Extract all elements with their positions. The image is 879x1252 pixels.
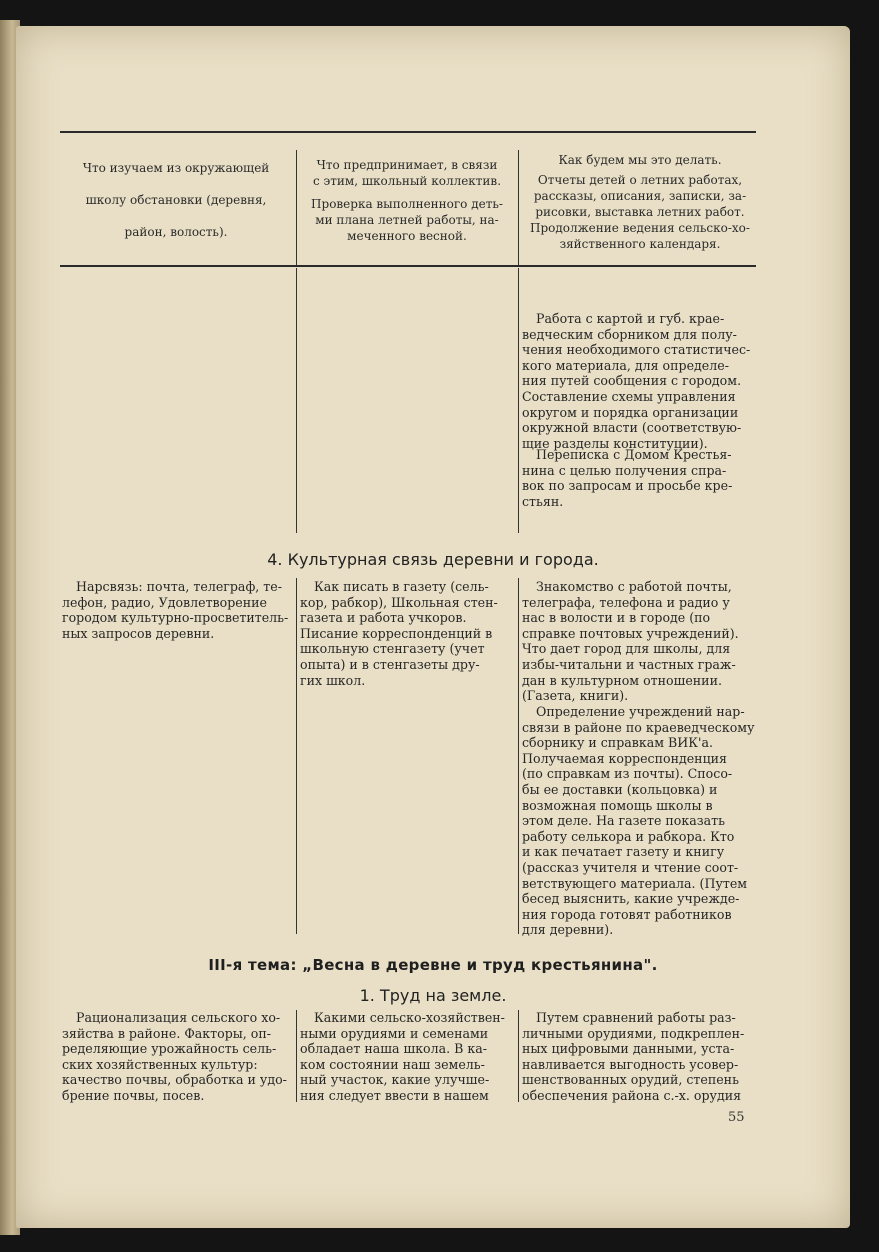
block1-correspondence: Переписка с Домом Крестья- нина с целью получения спра- вок по запросам и просьбе кре- стьян. xyxy=(522,447,733,509)
table-header-rule xyxy=(60,265,756,267)
header-col-collective-check: Проверка выполненного деть- ми плана летней работы, на- меченного весной. xyxy=(311,197,503,243)
column-divider xyxy=(296,268,297,533)
section4-col3-intro: Знакомство с работой почты, телеграфа, телефона и радио у нас в волости и в городе (по справке почтовых учреждений). Что дает город для школы, для избы-читальни и частных граж- дан в культурном отношении. (Газета, книги). xyxy=(522,579,739,704)
table-top-rule xyxy=(60,131,756,133)
column-divider xyxy=(296,150,297,265)
column-divider xyxy=(296,1010,297,1102)
section4-col2: Как писать в газету (сель- кор, рабкор), Школьная стен- газета и работа учкоров. Писание корреспонденций в школьную стенгазету (учет опыта) и в стенгазеты дру- гих школ. xyxy=(300,579,498,688)
column-divider xyxy=(518,578,519,934)
theme3-col3: Путем сравнений работы раз- личными орудиями, подкреплен- ных цифровыми данными, уста- навливается выгодность усовер- шенствованных орудий, степень обеспечения района с.-х. орудия xyxy=(522,1010,745,1103)
column-divider xyxy=(518,268,519,533)
theme-title: III-я тема: „Весна в деревне и труд крестьянина". xyxy=(208,956,658,974)
header-col-reports: Отчеты детей о летних работах, рассказы, описания, записки, за- рисовки, выставка летних работ. Продолжение ведения сельско-хо- зяйственного календаря. xyxy=(530,173,750,251)
header-col-collective-action: Что предпринимает, в связи с этим, школьный коллектив. xyxy=(312,158,502,188)
header-col-how-we-do: Как будем мы это делать. xyxy=(558,153,722,167)
section4-col1: Нарсвязь: почта, телеграф, те- лефон, радио, Удовлетворение городом культурно-просветитель- ных запросов деревни. xyxy=(62,579,289,641)
theme3-col1: Рационализация сельского хо- зяйства в районе. Факторы, оп- ределяющие урожайность сель- ских хозяйственных культур: качество почвы, обработка и удо- брение почвы, посев. xyxy=(62,1010,287,1103)
theme3-col2: Какими сельско-хозяйствен- ными орудиями и семенами обладает наша школа. В ка- ком состоянии наш земель- ный участок, какие улучше- ния следует ввести в нашем xyxy=(300,1010,505,1103)
column-divider xyxy=(518,1010,519,1102)
column-divider xyxy=(518,150,519,265)
section-title: 4. Культурная связь деревни и города. xyxy=(267,550,599,569)
column-divider xyxy=(296,578,297,934)
theme-subtitle: 1. Труд на земле. xyxy=(359,986,507,1005)
section4-col3-details: Определение учреждений нар- связи в районе по краеведческому сборнику и справкам ВИК'а. Получаемая корреспонденция (по справкам из почты). Спосо- бы ее доставки (кольцовка) и возможная помощь школы в этом деле. На газете показать работу селькора и рабкора. Кто и как печатает газету и книгу (рассказ учителя и чтение соот- ветствующего материала. (Путем бесед выяснить, какие учрежде- ния города готовят работников для деревни). xyxy=(522,704,755,938)
page-number: 55 xyxy=(728,1110,745,1125)
book-page xyxy=(16,26,850,1228)
header-col-what-we-study: Что изучаем из окружающей школу обстановки (деревня, район, волость). xyxy=(82,161,270,239)
block1-map-work: Работа с картой и губ. крае- ведческим сборником для полу- чения необходимого статистичес- кого материала, для определе- ния путей сообщения с городом. Составление схемы управления округом и порядка организации окружной власти (соответствую- щие разделы конституции). xyxy=(522,311,751,451)
